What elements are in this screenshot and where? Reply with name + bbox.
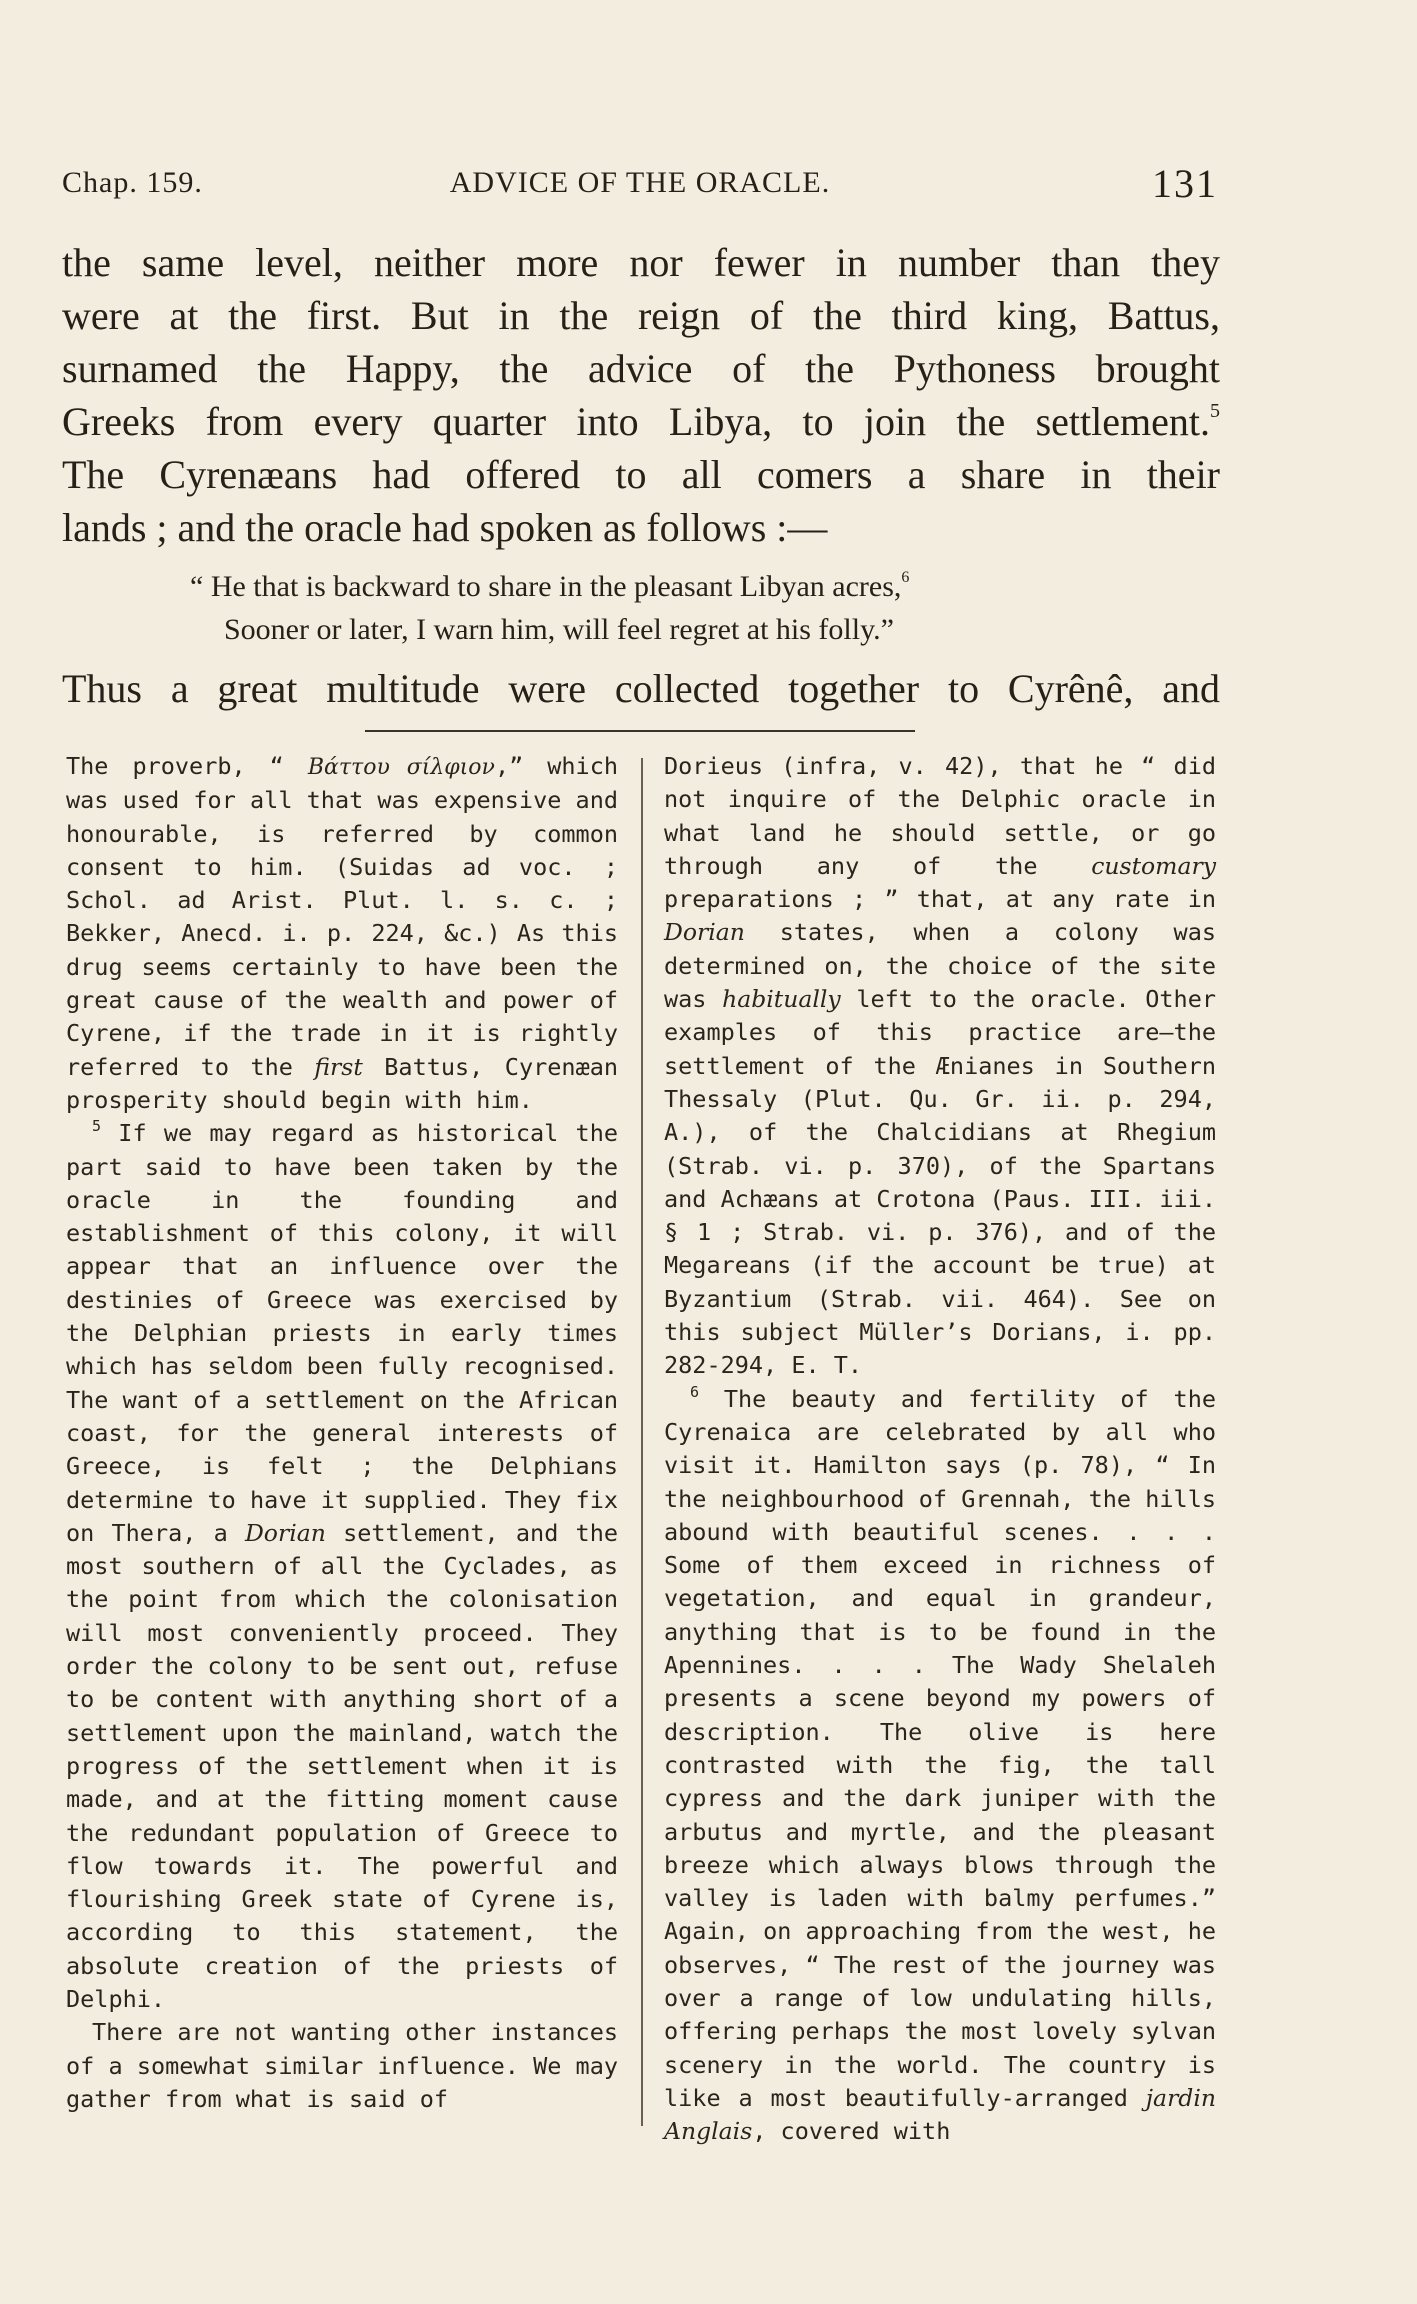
italic-text: Dorian <box>244 1518 326 1547</box>
verse-line: Sooner or later, I warn him, will feel regret at his folly.” <box>224 613 894 646</box>
main-text-line: the same level, neither more nor fewer in number than they <box>62 240 1220 285</box>
page-number: 131 <box>1152 161 1218 206</box>
footnote-text: left to the oracle. Other examples of this practice are—the settlement of the Ænianes in Southern Thessaly (Plut. Qu. Gr. ii. p. 294, A.), of the Chalcidians at Rhegium (Strab. vi. p. 370), of the Spartans and Achæans at Crotona (Paus. III. iii. § 1 ; Strab. vi. p. 376), and of the Megareans (if the account be true) at Byzantium (Strab. vii. 464). See on this subject Müller’s Dorians, i. pp. 282-294, E. T. <box>664 985 1217 1380</box>
main-text-line <box>62 395 1220 448</box>
main-text-line: were at the first. But in the reign of the third king, Battus, <box>62 293 1220 338</box>
footnote-paragraph: There are not wanting other instances of a somewhat similar influence. We may gather from what is said of <box>66 2018 618 2113</box>
main-text-line: lands ; and the oracle had spoken as follows :— <box>62 505 828 550</box>
greek-phrase: Βάττου σίλφιον <box>307 755 495 780</box>
footnote-separator <box>365 730 915 732</box>
column-divider <box>641 758 643 2126</box>
italic-text: Dorian <box>664 918 745 947</box>
footnote-6 <box>664 1383 1216 2149</box>
footnote-text: Battus, Cyrenæan prosperity should begin with him. <box>66 1052 618 1114</box>
italic-text: jardin Anglais <box>664 2083 1216 2146</box>
footnotes-right-column <box>664 750 1216 2148</box>
italic-text: customary <box>1091 851 1216 880</box>
italic-text: habitually <box>722 985 841 1014</box>
verse-text: “ He that is backward to share in the pleasant Libyan acres, <box>190 570 902 603</box>
footnote-number: 6 <box>690 1382 700 1401</box>
footnote-text: , covered with <box>752 2117 951 2146</box>
running-header <box>62 161 1218 206</box>
running-title: ADVICE OF THE ORACLE. <box>449 166 831 199</box>
footnote-text: Dorieus (infra, v. 42), that he “ did not inquire of the Delphic oracle in what land he should settle, or go through any of the <box>664 752 1216 880</box>
main-text-line: The Cyrenæans had offered to all comers a share in their <box>62 452 1220 497</box>
main-text <box>62 236 1220 554</box>
footnote-ref-6: 6 <box>901 569 910 586</box>
footnote-paragraph <box>66 750 618 1117</box>
italic-text: first <box>314 1052 363 1081</box>
footnote-5 <box>66 1117 618 2016</box>
footnote-number: 5 <box>92 1117 102 1136</box>
footnote-text: preparations ; ” that, at any rate in <box>664 885 1216 914</box>
footnote-text: If we may regard as historical the part said to have been taken by the oracle in the founding and establishment of this colony, it will appear that an influence over the destinies of Greece was exercised by the Delphian priests in early times which has seldom been fully recognised. The want of a settlement on the African coast, for the general interests of Greece, is felt ; the Delphians determine to have it supplied. They fix on Thera, a <box>66 1119 618 1547</box>
footnote-ref-5: 5 <box>1210 400 1220 422</box>
footnote-text: states, when a colony was determined on, the choice of the site was <box>664 918 1216 1014</box>
footnote-text: The beauty and fertility of the Cyrenaica are celebrated by all who visit it. Hamilton says (p. 78), “ In the neighbourhood of Grennah, the hills abound with beautiful scenes. . . . Some of them exceed in richness of vegetation, and equal in grandeur, anything that is to be found in the Apennines. . . . The Wady Shelaleh presents a scene beyond my powers of description. The olive is here contrasted with the fig, the tall cypress and the dark juniper with the arbutus and myrtle, and the pleasant breeze which always blows through the valley is laden with balmy perfumes.” Again, on approaching from the west, he observes, “ The rest of the journey was over a range of low undulating hills, offering perhaps the most lovely sylvan scenery in the world. The country is like a most beautifully-arranged <box>664 1384 1216 2112</box>
oracle-verse <box>190 565 1190 651</box>
chapter-label: Chap. 159. <box>62 166 203 199</box>
footnote-text: The proverb, “ <box>66 752 308 780</box>
footnotes-left-column <box>66 750 618 2116</box>
closing-line: Thus a great multitude were collected together to Cyrênê, and <box>62 666 1220 711</box>
main-text-span: Greeks from every quarter into Libya, to join the settlement. <box>62 399 1210 444</box>
main-text-line: surnamed the Happy, the advice of the Pythoness brought <box>62 346 1220 391</box>
footnote-text: settlement, and the most southern of all the Cyclades, as the point from which the colonisation will most conveniently proceed. They order the colony to be sent out, refuse to be content with anything short of a settlement upon the mainland, watch the progress of the settlement when it is made, and at the fitting moment cause the redundant population of Greece to flow towards it. The powerful and flourishing Greek state of Cyrene is, according to this statement, the absolute creation of the priests of Delphi. <box>66 1518 619 2013</box>
footnote-text: ,” which was used for all that was expensive and honourable, is referred by common consent to him. (Suidas ad voc. ; Schol. ad Arist. Plut. l. s. c. ; Bekker, Anecd. i. p. 224, &c.) As this drug seems certainly to have been the great cause of the wealth and power of Cyrene, if the trade in it is rightly referred to the <box>66 752 618 1081</box>
verse-line <box>190 565 1190 608</box>
footnote-paragraph <box>664 750 1216 1383</box>
